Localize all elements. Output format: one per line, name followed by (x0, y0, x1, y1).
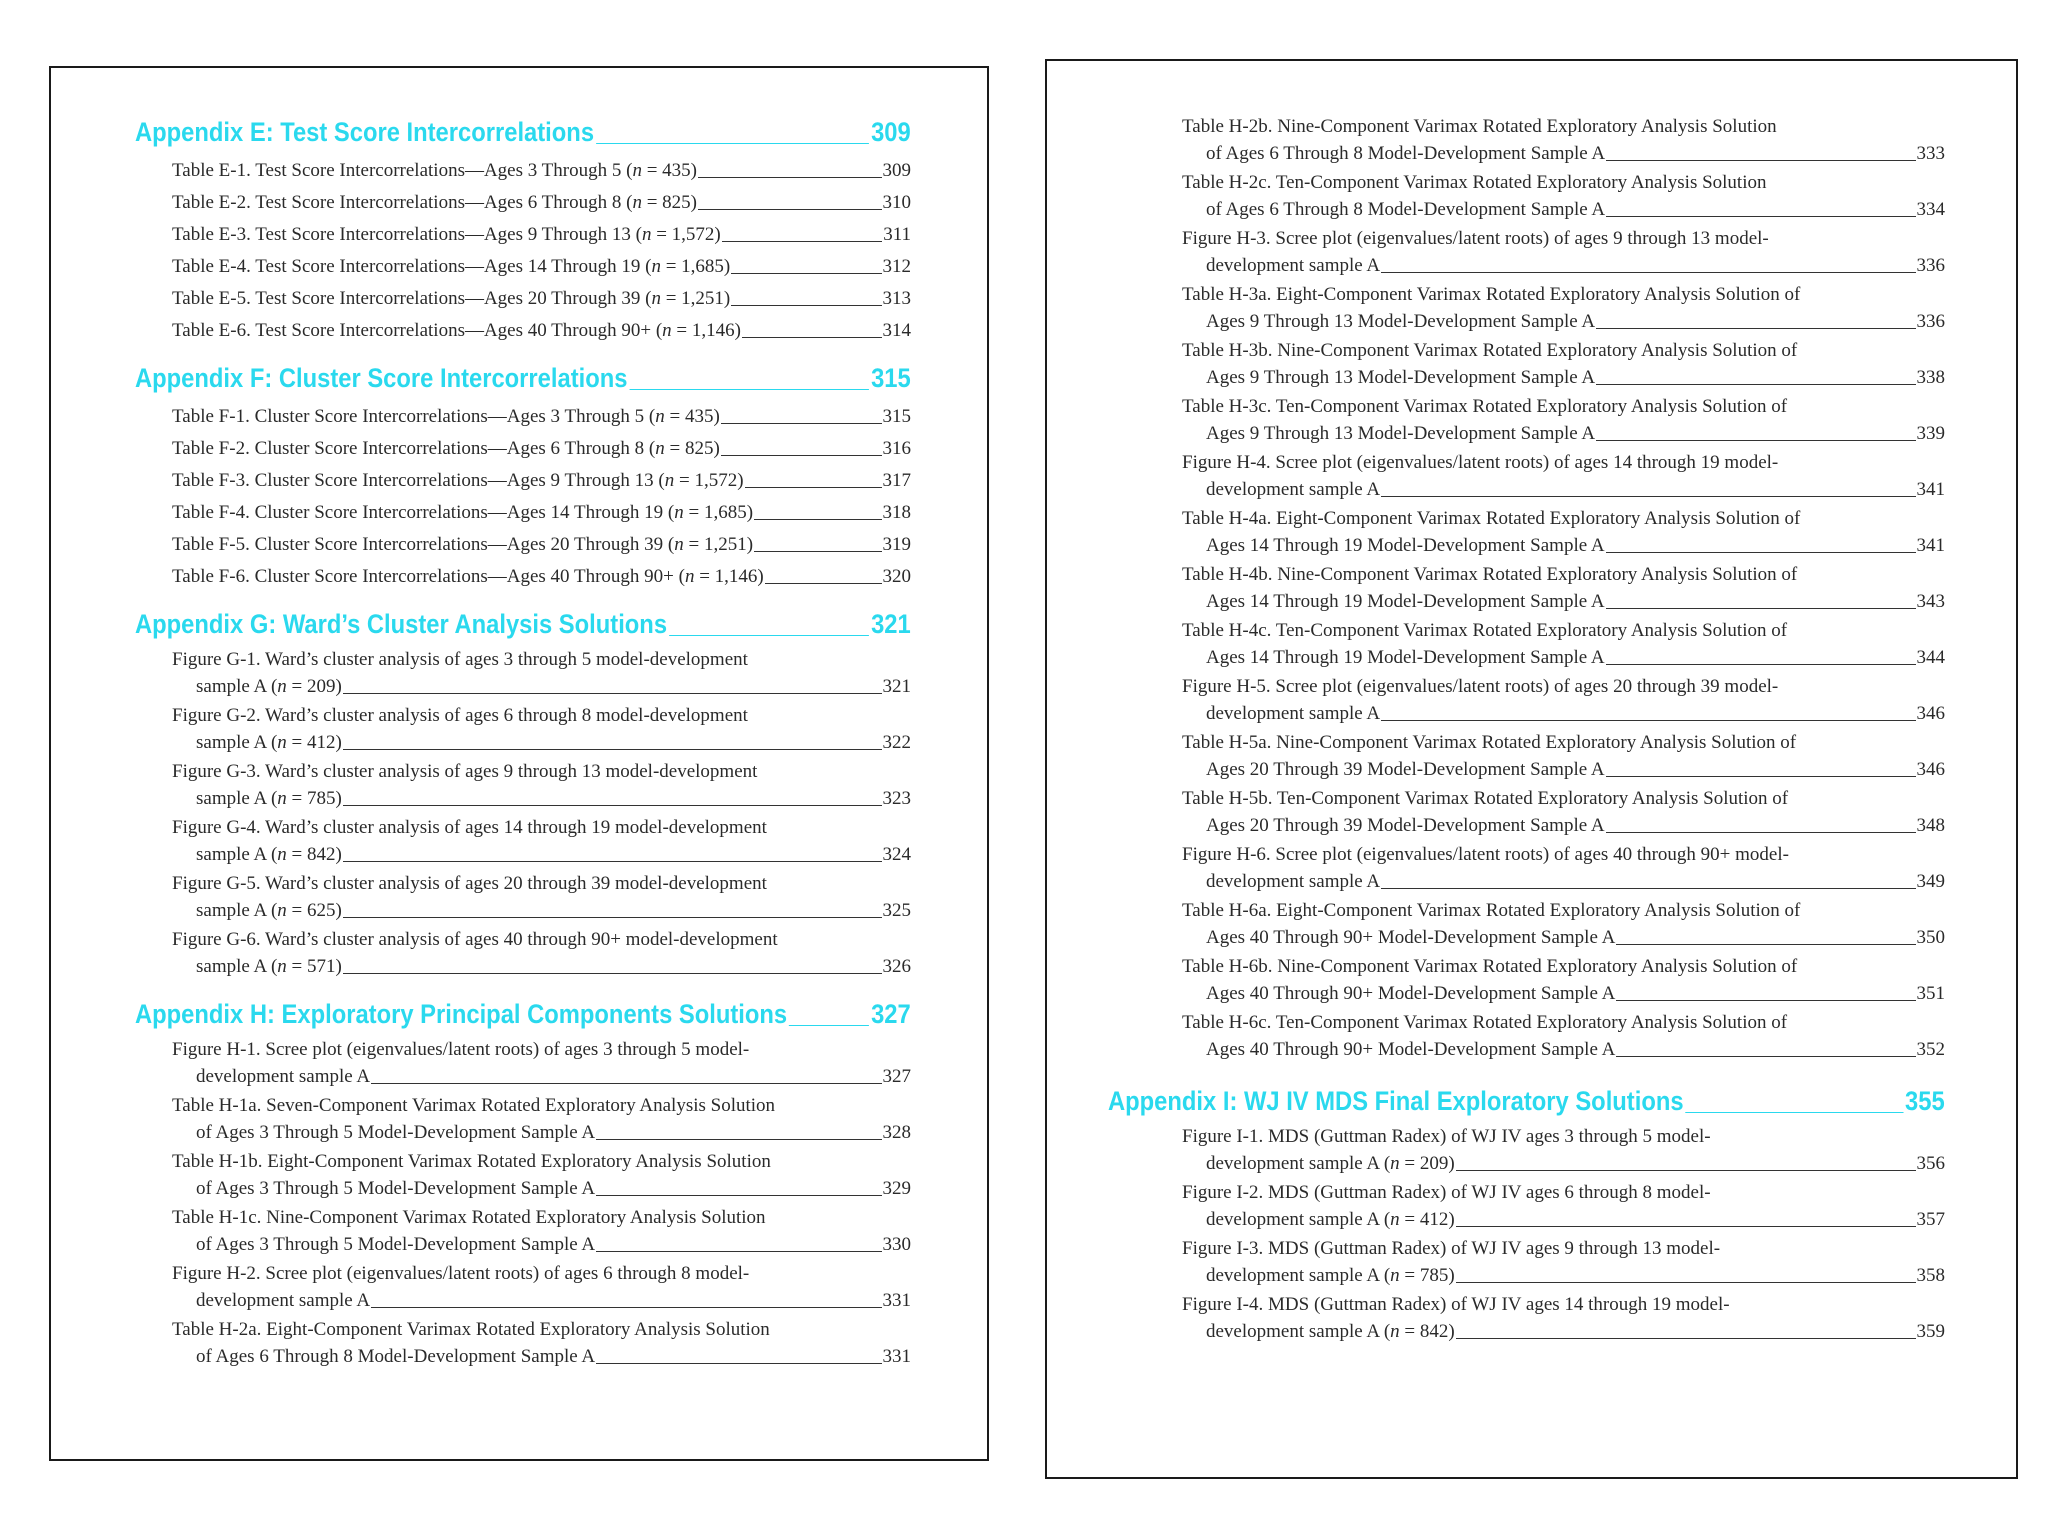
toc-entry-e2[interactable] (172, 184, 911, 216)
toc-entry-line2: of Ages 6 Through 8 Model-Development Sample A (1206, 142, 1606, 164)
toc-entry-line2: sample A (n = 625) (196, 899, 342, 921)
toc-right (1108, 111, 1945, 1345)
toc-entry-page: 312 (882, 255, 911, 277)
toc-entry-line1: Table H-6a. Eight-Component Varimax Rotated Exploratory Analysis Solution of (1182, 900, 1801, 921)
toc-entry-page: 316 (882, 437, 911, 459)
dot-leader (745, 487, 882, 488)
dot-leader (1606, 216, 1915, 217)
toc-entry-page: 321 (882, 675, 911, 697)
toc-entry-line1: Table H-3c. Ten-Component Varimax Rotated Exploratory Analysis Solution of (1182, 396, 1788, 417)
dot-leader (596, 1363, 881, 1364)
toc-entry-text: Table F-3. Cluster Score Intercorrelations—Ages 9 Through 13 (n = 1,572) (172, 469, 744, 491)
toc-entry-f5[interactable] (172, 526, 911, 558)
dot-leader (722, 241, 882, 242)
toc-entry-line2: Ages 20 Through 39 Model-Development Sample A (1206, 758, 1605, 780)
dot-leader (765, 583, 882, 584)
toc-entry-h5[interactable] (1182, 671, 1945, 727)
toc-entry-line2: Ages 20 Through 39 Model-Development Sample A (1206, 814, 1605, 836)
dot-leader (731, 305, 881, 306)
dot-leader (1606, 776, 1916, 777)
toc-entry-line1: Figure G-2. Ward’s cluster analysis of ages 6 through 8 model-development (172, 705, 748, 726)
toc-entry-line1: Figure I-2. MDS (Guttman Radex) of WJ IV ages 6 through 8 model- (1182, 1182, 1711, 1203)
toc-entry-page: 323 (882, 787, 911, 809)
dot-leader (742, 337, 882, 338)
toc-entry-page: 325 (882, 899, 911, 921)
dot-leader (669, 635, 870, 636)
toc-entry-h4b[interactable] (1182, 559, 1945, 615)
dot-leader (1381, 888, 1915, 889)
toc-page-right (1045, 59, 2018, 1479)
appendix-f-heading[interactable] (135, 358, 911, 398)
appendix-i-heading[interactable] (1108, 1081, 1945, 1121)
toc-entry-line2: Ages 14 Through 19 Model-Development Sample A (1206, 590, 1605, 612)
toc-entry-page: 324 (882, 843, 911, 865)
dot-leader (731, 273, 881, 274)
dot-leader (371, 1083, 881, 1084)
toc-entry-h1a[interactable] (172, 1090, 911, 1146)
appendix-h-page: 327 (871, 999, 911, 1029)
toc-entry-page: 309 (882, 159, 911, 181)
toc-entry-page: 338 (1916, 366, 1945, 388)
toc-entry-line1: Figure I-4. MDS (Guttman Radex) of WJ IV ages 14 through 19 model- (1182, 1294, 1730, 1315)
toc-entry-line1: Figure G-5. Ward’s cluster analysis of ages 20 through 39 model-development (172, 873, 767, 894)
toc-entry-line1: Figure H-2. Scree plot (eigenvalues/latent roots) of ages 6 through 8 model- (172, 1263, 750, 1284)
appendix-e-page: 309 (871, 117, 911, 147)
toc-entry-page: 327 (882, 1065, 911, 1087)
toc-entry-line2: Ages 9 Through 13 Model-Development Sample A (1206, 310, 1596, 332)
toc-entry-line2: Ages 9 Through 13 Model-Development Sample A (1206, 366, 1596, 388)
appendix-i-title: Appendix I: WJ IV MDS Final Exploratory Solutions (1108, 1086, 1684, 1116)
toc-entry-page: 351 (1916, 982, 1945, 1004)
toc-entry-f1[interactable] (172, 398, 911, 430)
appendix-e-heading[interactable] (135, 112, 911, 152)
dot-leader (1606, 552, 1916, 553)
appendix-f-page: 315 (871, 363, 911, 393)
toc-entry-line1: Figure H-6. Scree plot (eigenvalues/latent roots) of ages 40 through 90+ model- (1182, 844, 1789, 865)
toc-entry-text: Table F-5. Cluster Score Intercorrelations—Ages 20 Through 39 (n = 1,251) (172, 533, 754, 555)
toc-entry-e3[interactable] (172, 216, 911, 248)
toc-entry-line1: Figure G-3. Ward’s cluster analysis of ages 9 through 13 model-development (172, 761, 758, 782)
dot-leader (1606, 608, 1916, 609)
toc-entry-g5[interactable] (172, 868, 911, 924)
dot-leader (1606, 160, 1915, 161)
toc-entry-line1: Table H-1b. Eight-Component Varimax Rotated Exploratory Analysis Solution (172, 1151, 771, 1172)
toc-entry-line2: development sample A (1206, 702, 1381, 724)
toc-entry-text: Table E-1. Test Score Intercorrelations—Ages 3 Through 5 (n = 435) (172, 159, 697, 181)
toc-entry-text: Table F-1. Cluster Score Intercorrelations—Ages 3 Through 5 (n = 435) (172, 405, 720, 427)
toc-entry-line1: Table H-2b. Nine-Component Varimax Rotated Exploratory Analysis Solution (1182, 116, 1777, 137)
dot-leader (343, 861, 882, 862)
toc-entry-line1: Figure H-3. Scree plot (eigenvalues/latent roots) of ages 9 through 13 model- (1182, 228, 1769, 249)
toc-entry-page: 320 (882, 565, 911, 587)
toc-entry-h3a[interactable] (1182, 279, 1945, 335)
dot-leader (596, 143, 870, 144)
toc-entry-text: Table E-4. Test Score Intercorrelations—Ages 14 Through 19 (n = 1,685) (172, 255, 731, 277)
dot-leader (596, 1139, 881, 1140)
dot-leader (1596, 328, 1915, 329)
toc-entry-line1: Figure I-3. MDS (Guttman Radex) of WJ IV ages 9 through 13 model- (1182, 1238, 1721, 1259)
toc-entry-page: 330 (882, 1233, 911, 1255)
toc-entry-page: 333 (1916, 142, 1945, 164)
toc-entry-h2a[interactable] (172, 1314, 911, 1370)
toc-entry-line1: Table H-4b. Nine-Component Varimax Rotated Exploratory Analysis Solution of (1182, 564, 1798, 585)
appendix-e-title: Appendix E: Test Score Intercorrelations (135, 117, 595, 147)
toc-entry-h5a[interactable] (1182, 727, 1945, 783)
toc-entry-h3b[interactable] (1182, 335, 1945, 391)
toc-entry-h1[interactable] (172, 1034, 911, 1090)
toc-entry-line1: Figure H-5. Scree plot (eigenvalues/latent roots) of ages 20 through 39 model- (1182, 676, 1779, 697)
toc-entry-i4[interactable] (1182, 1289, 1945, 1345)
dot-leader (1596, 384, 1915, 385)
toc-entry-e1[interactable] (172, 152, 911, 184)
appendix-h-title: Appendix H: Exploratory Principal Components Solutions (135, 999, 788, 1029)
toc-entry-line2: of Ages 3 Through 5 Model-Development Sample A (196, 1233, 596, 1255)
toc-entry-line2: Ages 9 Through 13 Model-Development Sample A (1206, 422, 1596, 444)
toc-entry-line2: development sample A (196, 1289, 371, 1311)
dot-leader (698, 209, 882, 210)
toc-entry-f6[interactable] (172, 558, 911, 590)
toc-entry-h4[interactable] (1182, 447, 1945, 503)
dot-leader (1456, 1338, 1916, 1339)
dot-leader (1456, 1170, 1916, 1171)
toc-entry-line2: development sample A (n = 842) (1206, 1320, 1455, 1342)
toc-entry-h4c[interactable] (1182, 615, 1945, 671)
dot-leader (1616, 944, 1915, 945)
toc-entry-h1b[interactable] (172, 1146, 911, 1202)
toc-entry-e6[interactable] (172, 312, 911, 344)
toc-entry-page: 346 (1916, 758, 1945, 780)
toc-page-left (49, 66, 989, 1461)
toc-entry-line2: of Ages 3 Through 5 Model-Development Sample A (196, 1121, 596, 1143)
toc-entry-line1: Table H-2a. Eight-Component Varimax Rotated Exploratory Analysis Solution (172, 1319, 770, 1340)
toc-entry-line2: sample A (n = 209) (196, 675, 342, 697)
toc-entry-line2: development sample A (1206, 870, 1381, 892)
toc-entry-line2: Ages 40 Through 90+ Model-Development Sample A (1206, 1038, 1616, 1060)
appendix-g-heading[interactable] (135, 604, 911, 644)
toc-entry-i1[interactable] (1182, 1121, 1945, 1177)
dot-leader (629, 389, 869, 390)
toc-entry-line1: Table H-2c. Ten-Component Varimax Rotated Exploratory Analysis Solution (1182, 172, 1767, 193)
dot-leader (343, 693, 882, 694)
toc-entry-page: 315 (882, 405, 911, 427)
dot-leader (1606, 832, 1916, 833)
dot-leader (698, 177, 882, 178)
toc-entry-page: 343 (1916, 590, 1945, 612)
dot-leader (343, 805, 882, 806)
toc-entry-h6a[interactable] (1182, 895, 1945, 951)
toc-entry-g6[interactable] (172, 924, 911, 980)
toc-entry-h1c[interactable] (172, 1202, 911, 1258)
toc-entry-page: 322 (882, 731, 911, 753)
toc-entry-line1: Table H-1a. Seven-Component Varimax Rotated Exploratory Analysis Solution (172, 1095, 776, 1116)
toc-entry-line2: Ages 40 Through 90+ Model-Development Sample A (1206, 926, 1616, 948)
toc-entry-page: 329 (882, 1177, 911, 1199)
dot-leader (1616, 1056, 1915, 1057)
toc-entry-page: 348 (1916, 814, 1945, 836)
toc-entry-text: Table E-3. Test Score Intercorrelations—Ages 9 Through 13 (n = 1,572) (172, 223, 721, 245)
toc-entry-page: 358 (1916, 1264, 1945, 1286)
toc-entry-line1: Table H-4c. Ten-Component Varimax Rotated Exploratory Analysis Solution of (1182, 620, 1788, 641)
toc-entry-h4a[interactable] (1182, 503, 1945, 559)
toc-entry-line1: Table H-6c. Ten-Component Varimax Rotated Exploratory Analysis Solution of (1182, 1012, 1788, 1033)
toc-entry-line1: Table H-1c. Nine-Component Varimax Rotated Exploratory Analysis Solution (172, 1207, 766, 1228)
toc-entry-i3[interactable] (1182, 1233, 1945, 1289)
toc-entry-h2[interactable] (172, 1258, 911, 1314)
dot-leader (1381, 496, 1915, 497)
dot-leader (1616, 1000, 1915, 1001)
toc-entry-line2: Ages 14 Through 19 Model-Development Sample A (1206, 646, 1605, 668)
toc-entry-page: 331 (882, 1289, 911, 1311)
appendix-g-title: Appendix G: Ward’s Cluster Analysis Solutions (135, 609, 668, 639)
toc-entry-page: 319 (882, 533, 911, 555)
toc-entry-page: 350 (1916, 926, 1945, 948)
toc-entry-page: 318 (882, 501, 911, 523)
toc-entry-page: 344 (1916, 646, 1945, 668)
toc-entry-line2: of Ages 6 Through 8 Model-Development Sample A (196, 1345, 596, 1367)
toc-entry-h6[interactable] (1182, 839, 1945, 895)
toc-entry-line2: of Ages 3 Through 5 Model-Development Sample A (196, 1177, 596, 1199)
toc-entry-h5b[interactable] (1182, 783, 1945, 839)
toc-entry-line1: Figure H-4. Scree plot (eigenvalues/latent roots) of ages 14 through 19 model- (1182, 452, 1779, 473)
toc-entry-text: Table E-6. Test Score Intercorrelations—Ages 40 Through 90+ (n = 1,146) (172, 319, 741, 341)
dot-leader (1381, 720, 1915, 721)
toc-entry-f4[interactable] (172, 494, 911, 526)
toc-entry-h6b[interactable] (1182, 951, 1945, 1007)
toc-entry-page: 356 (1916, 1152, 1945, 1174)
toc-entry-page: 313 (882, 287, 911, 309)
toc-entry-e5[interactable] (172, 280, 911, 312)
toc-entry-g1[interactable] (172, 644, 911, 700)
dot-leader (343, 917, 882, 918)
toc-entry-line2: sample A (n = 412) (196, 731, 342, 753)
dot-leader (371, 1307, 881, 1308)
dot-leader (1685, 1112, 1903, 1113)
toc-entry-line2: sample A (n = 785) (196, 787, 342, 809)
toc-entry-line1: Figure H-1. Scree plot (eigenvalues/latent roots) of ages 3 through 5 model- (172, 1039, 750, 1060)
toc-entry-h2b[interactable] (1182, 111, 1945, 167)
appendix-g-page: 321 (871, 609, 911, 639)
dot-leader (754, 519, 881, 520)
toc-entry-line1: Table H-3a. Eight-Component Varimax Rotated Exploratory Analysis Solution of (1182, 284, 1801, 305)
toc-entry-line1: Table H-6b. Nine-Component Varimax Rotated Exploratory Analysis Solution of (1182, 956, 1798, 977)
toc-entry-line2: sample A (n = 842) (196, 843, 342, 865)
dot-leader (721, 423, 882, 424)
toc-entry-line2: of Ages 6 Through 8 Model-Development Sample A (1206, 198, 1606, 220)
toc-entry-line1: Table H-5a. Nine-Component Varimax Rotated Exploratory Analysis Solution of (1182, 732, 1797, 753)
toc-entry-text: Table F-2. Cluster Score Intercorrelations—Ages 6 Through 8 (n = 825) (172, 437, 720, 459)
toc-entry-page: 357 (1916, 1208, 1945, 1230)
toc-entry-line1: Figure G-4. Ward’s cluster analysis of ages 14 through 19 model-development (172, 817, 767, 838)
dot-leader (343, 973, 882, 974)
toc-entry-line1: Table H-5b. Ten-Component Varimax Rotated Exploratory Analysis Solution of (1182, 788, 1789, 809)
appendix-f-title: Appendix F: Cluster Score Intercorrelations (135, 363, 628, 393)
toc-entry-line2: Ages 40 Through 90+ Model-Development Sample A (1206, 982, 1616, 1004)
toc-entry-line1: Figure G-1. Ward’s cluster analysis of ages 3 through 5 model-development (172, 649, 748, 670)
toc-entry-line1: Figure G-6. Ward’s cluster analysis of ages 40 through 90+ model-development (172, 929, 778, 950)
appendix-h-heading[interactable] (135, 994, 911, 1034)
dot-leader (343, 749, 882, 750)
toc-entry-text: Table F-4. Cluster Score Intercorrelations—Ages 14 Through 19 (n = 1,685) (172, 501, 754, 523)
dot-leader (721, 455, 882, 456)
toc-entry-line2: development sample A (1206, 254, 1381, 276)
toc-entry-line2: development sample A (n = 785) (1206, 1264, 1455, 1286)
toc-entry-page: 349 (1916, 870, 1945, 892)
toc-entry-f3[interactable] (172, 462, 911, 494)
toc-entry-page: 334 (1916, 198, 1945, 220)
toc-entry-text: Table F-6. Cluster Score Intercorrelations—Ages 40 Through 90+ (n = 1,146) (172, 565, 764, 587)
dot-leader (1456, 1226, 1916, 1227)
toc-entry-page: 311 (883, 223, 911, 245)
toc-entry-page: 341 (1916, 478, 1945, 500)
toc-entry-h3c[interactable] (1182, 391, 1945, 447)
toc-entry-line2: Ages 14 Through 19 Model-Development Sample A (1206, 534, 1605, 556)
dot-leader (1596, 440, 1915, 441)
toc-entry-line2: development sample A (1206, 478, 1381, 500)
toc-entry-i2[interactable] (1182, 1177, 1945, 1233)
dot-leader (1381, 272, 1915, 273)
dot-leader (1456, 1282, 1916, 1283)
toc-entry-line2: development sample A (196, 1065, 371, 1087)
toc-entry-g4[interactable] (172, 812, 911, 868)
toc-entry-page: 336 (1916, 254, 1945, 276)
toc-entry-text: Table E-5. Test Score Intercorrelations—Ages 20 Through 39 (n = 1,251) (172, 287, 731, 309)
toc-entry-page: 310 (882, 191, 911, 213)
toc-entry-line1: Table H-3b. Nine-Component Varimax Rotated Exploratory Analysis Solution of (1182, 340, 1798, 361)
dot-leader (596, 1195, 881, 1196)
appendix-i-page: 355 (1905, 1086, 1945, 1116)
toc-entry-h3[interactable] (1182, 223, 1945, 279)
dot-leader (754, 551, 881, 552)
toc-entry-page: 331 (882, 1345, 911, 1367)
toc-entry-page: 336 (1916, 310, 1945, 332)
dot-leader (596, 1251, 881, 1252)
toc-entry-page: 339 (1916, 422, 1945, 444)
toc-entry-e4[interactable] (172, 248, 911, 280)
toc-entry-g3[interactable] (172, 756, 911, 812)
toc-entry-page: 341 (1916, 534, 1945, 556)
dot-leader (1606, 664, 1916, 665)
toc-entry-page: 328 (882, 1121, 911, 1143)
toc-entry-h2c[interactable] (1182, 167, 1945, 223)
toc-entry-line1: Figure I-1. MDS (Guttman Radex) of WJ IV ages 3 through 5 model- (1182, 1126, 1711, 1147)
toc-entry-h6c[interactable] (1182, 1007, 1945, 1063)
toc-entry-line2: development sample A (n = 209) (1206, 1152, 1455, 1174)
toc-entry-g2[interactable] (172, 700, 911, 756)
toc-entry-line2: sample A (n = 571) (196, 955, 342, 977)
toc-left (135, 112, 911, 1370)
toc-entry-line1: Table H-4a. Eight-Component Varimax Rotated Exploratory Analysis Solution of (1182, 508, 1801, 529)
toc-entry-text: Table E-2. Test Score Intercorrelations—Ages 6 Through 8 (n = 825) (172, 191, 697, 213)
toc-entry-page: 317 (882, 469, 911, 491)
toc-entry-page: 314 (882, 319, 911, 341)
toc-entry-line2: development sample A (n = 412) (1206, 1208, 1455, 1230)
dot-leader (789, 1025, 869, 1026)
toc-entry-page: 352 (1916, 1038, 1945, 1060)
toc-entry-page: 359 (1916, 1320, 1945, 1342)
toc-entry-page: 346 (1916, 702, 1945, 724)
toc-entry-page: 326 (882, 955, 911, 977)
toc-entry-f2[interactable] (172, 430, 911, 462)
